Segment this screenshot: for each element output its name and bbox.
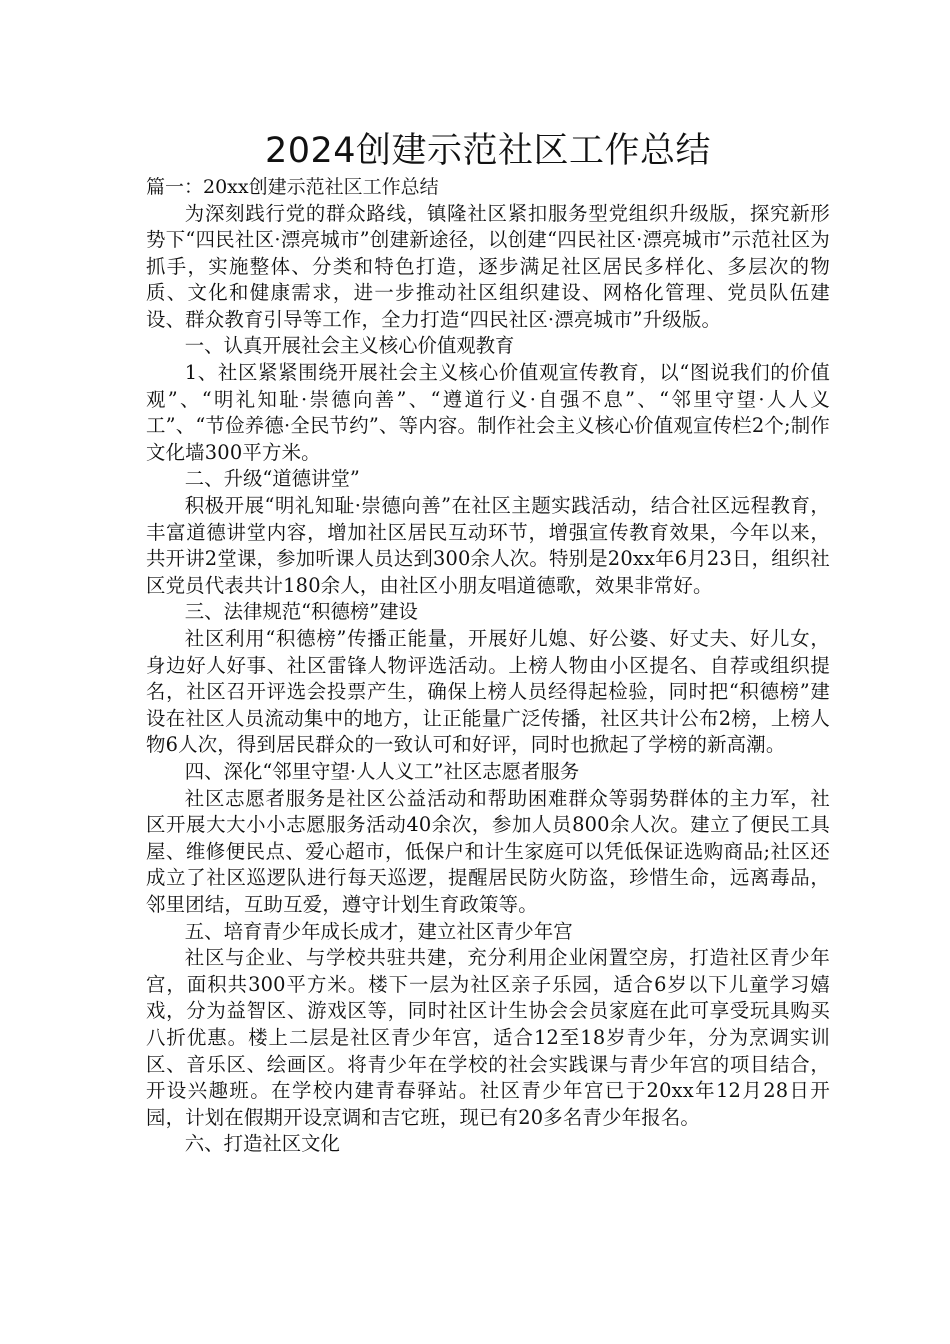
section-heading-4: 四、深化“邻里守望·人人义工”社区志愿者服务 [184, 759, 580, 783]
intro-paragraph: 为深刻践行党的群众路线，镇隆社区紧扣服务型党组织升级版，探究新形势下“四民社区·漂亮城市”创建新途径，以创建“四民社区·漂亮城市”示范社区为抓手，实施整体、分类和特色打造，逐步满足社区居民多样化、多层次的物质、文化和健康需求，进一步推动社区组织建设、网格化管理、党员队伍建设、群众教育引导等工作，全力打造“四民社区·漂亮城市”升级版。 [146, 201, 830, 331]
section-body-1: 1、社区紧紧围绕开展社会主义核心价值观宣传教育，以“图说我们的价值观”、“明礼知耻·崇德向善”、“遵道行义·自强不息”、“邻里守望·人人义工”、“节俭养德·全民节约”、等内容。制作社会主义核心价值观宣传栏2个;制作文化墙300平方米。 [146, 361, 830, 464]
document-page [146, 128, 830, 1158]
section-body-3: 社区利用“积德榜”传播正能量，开展好儿媳、好公婆、好丈夫、好儿女，身边好人好事、社区雷锋人物评选活动。上榜人物由小区提名、自荐或组织提名，社区召开评选会投票产生，确保上榜人员经得起检验，同时把“积德榜”建设在社区人员流动集中的地方，让正能量广泛传播，社区共计公布2榜，上榜人物6人次，得到居民群众的一致认可和好评，同时也掀起了学榜的新高潮。 [146, 627, 830, 757]
section-heading-1: 一、认真开展社会主义核心价值观教育 [184, 334, 515, 358]
section-heading-3: 三、法律规范“积德榜”建设 [184, 600, 418, 624]
document-subtitle: 篇一：20xx创建示范社区工作总结 [146, 176, 439, 198]
section-body-4: 社区志愿者服务是社区公益活动和帮助困难群众等弱势群体的主力军，社区开展大大小小志愿服务活动40余次，参加人员800余人次。建立了便民工具屋、维修便民点、爱心超市，低保户和计生家庭可以凭低保证选购商品;社区还成立了社区巡逻队进行每天巡逻，提醒居民防火防盗，珍惜生命，远离毒品，邻里团结，互助互爱，遵守计划生育政策等。 [146, 786, 830, 916]
section-heading-6: 六、打造社区文化 [184, 1132, 340, 1156]
section-heading-2: 二、升级“道德讲堂” [184, 467, 360, 491]
document-title: 2024创建示范社区工作总结 [264, 131, 712, 171]
section-heading-5: 五、培育青少年成长成才，建立社区青少年宫 [184, 919, 573, 943]
section-body-2: 积极开展“明礼知耻·崇德向善”在社区主题实践活动，结合社区远程教育，丰富道德讲堂内容，增加社区居民互动环节，增强宣传教育效果，今年以来，共开讲2堂课，参加听课人员达到300余人次。特别是20xx年6月23日，组织社区党员代表共计180余人，由社区小朋友唱道德歌，效果非常好。 [146, 494, 830, 597]
section-body-5: 社区与企业、与学校共驻共建，充分利用企业闲置空房，打造社区青少年宫，面积共300平方米。楼下一层为社区亲子乐园，适合6岁以下儿童学习嬉戏，分为益智区、游戏区等，同时社区计生协会会员家庭在此可享受玩具购买八折优惠。楼上二层是社区青少年宫，适合12至18岁青少年，分为烹调实训区、音乐区、绘画区。将青少年在学校的社会实践课与青少年宫的项目结合，开设兴趣班。在学校内建青春驿站。社区青少年宫已于20xx年12月28日开园，计划在假期开设烹调和吉它班，现已有20多名青少年报名。 [146, 946, 830, 1129]
